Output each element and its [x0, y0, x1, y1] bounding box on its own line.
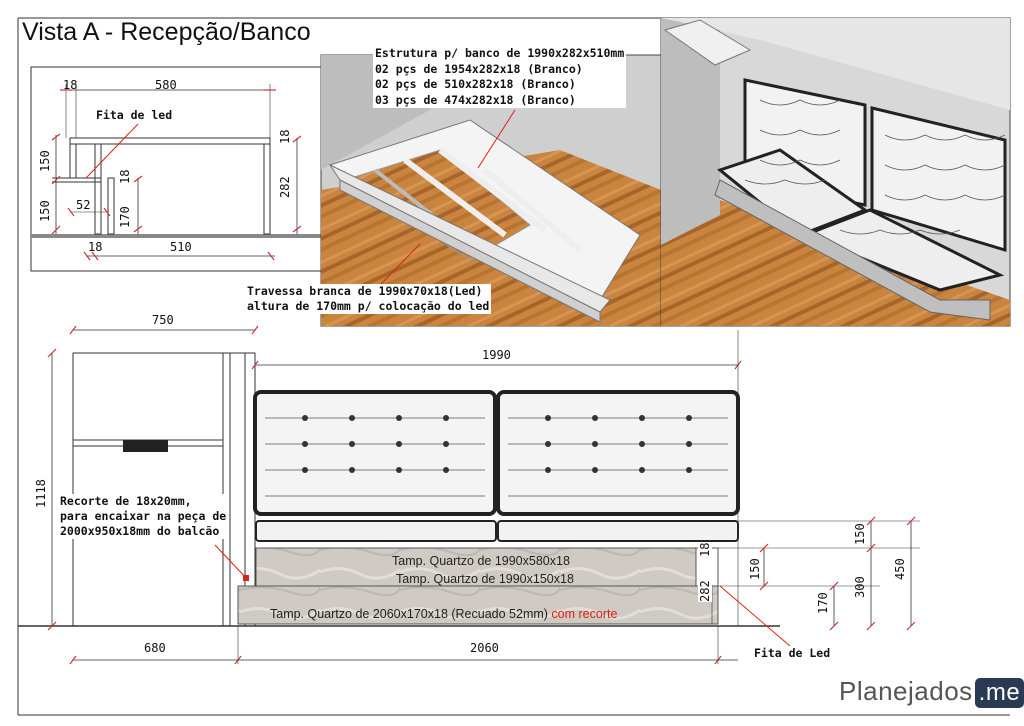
- dim-450: 450: [893, 558, 907, 580]
- logo-text: Planejados: [839, 676, 973, 706]
- travessa-line: altura de 170mm p/ colocação do led: [247, 299, 490, 313]
- dim-750: 750: [152, 313, 174, 327]
- dim-52: 52: [76, 198, 91, 212]
- quartz-label-3: [270, 607, 617, 621]
- dim-1118: 1118: [34, 479, 48, 508]
- dim-150-inner: 150: [748, 558, 762, 580]
- dim-1990: 1990: [482, 348, 511, 362]
- dim-170-elev: 170: [816, 592, 830, 614]
- dim-18-bottom: 18: [88, 240, 103, 254]
- recorte-notes: [58, 494, 228, 539]
- page-title: Vista A - Recepção/Banco: [22, 18, 311, 46]
- quartz-label-1: Tamp. Quartzo de 1990x580x18: [392, 554, 570, 568]
- spec-line: 02 pçs de 510x282x18 (Branco): [375, 77, 576, 91]
- quartz-label-3-text: Tamp. Quartzo de 2060x170x18 (Recuado 52mm): [270, 607, 548, 621]
- dim-170: 170: [118, 206, 132, 228]
- dim-150-right: 150: [853, 523, 867, 545]
- dim-18-elev: 18: [698, 542, 712, 557]
- recorte-line: para encaixar na peça de: [60, 509, 227, 523]
- travessa-line: Travessa branca de 1990x70x18(Led): [247, 284, 483, 298]
- spec-line: 03 pçs de 474x282x18 (Branco): [375, 92, 576, 107]
- dim-18-right: 18: [278, 129, 292, 144]
- spec-line: Estrutura p/ banco de 1990x282x510mm: [375, 46, 625, 60]
- planejados-logo: [839, 676, 1024, 708]
- quartz-label-2: Tamp. Quartzo de 1990x150x18: [396, 572, 574, 586]
- recorte-line: 2000x950x18mm do balcão: [60, 524, 220, 538]
- dim-18-top: 18: [63, 78, 78, 92]
- dim-150-lower: 150: [38, 200, 52, 222]
- dim-18-mid: 18: [118, 169, 132, 184]
- travessa-notes: [245, 284, 491, 314]
- quartz-label-3-red: com recorte: [551, 607, 618, 621]
- label-fita-de-led-elevation: Fita de Led: [754, 646, 831, 660]
- spec-notes: [373, 46, 626, 108]
- label-fita-de-led-section: Fita de led: [96, 108, 173, 122]
- dim-580: 580: [155, 78, 177, 92]
- dim-300: 300: [853, 576, 867, 598]
- logo-badge: .me: [975, 678, 1024, 708]
- recorte-line: Recorte de 18x20mm,: [60, 494, 192, 508]
- dim-510: 510: [170, 240, 192, 254]
- dim-282: 282: [278, 176, 292, 198]
- render-finished: [661, 18, 1010, 326]
- dim-282-elev: 282: [698, 580, 712, 602]
- dim-150-upper: 150: [38, 150, 52, 172]
- dim-680: 680: [144, 641, 166, 655]
- spec-line: 02 pçs de 1954x282x18 (Branco): [375, 61, 583, 76]
- dim-2060: 2060: [470, 641, 499, 655]
